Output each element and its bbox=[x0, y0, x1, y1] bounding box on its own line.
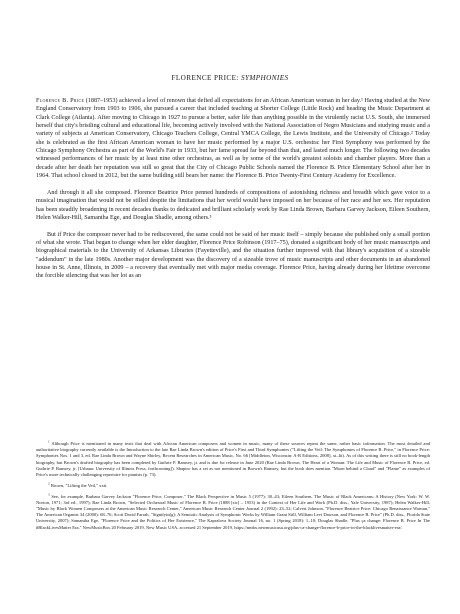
body-text bbox=[36, 97, 430, 281]
running-head-title: SYMPHONIES bbox=[240, 74, 289, 82]
footnote bbox=[36, 441, 430, 478]
running-head bbox=[0, 74, 460, 82]
footnote-number: 1 bbox=[48, 439, 50, 444]
footnote-link[interactable]: https://nmbx.newmusicusa.org/plus-ca-change-florence-b-price-in-the-blacklivesmatter-era/. bbox=[234, 524, 403, 530]
paragraph-text: (1887–1953) achieved a level of renown that defied all expectations for an African American woman in her day.¹ Having studied at the New England Conservatory from 1903 to 1906, she pursued a career that included teaching at Shorter College (Little Rock) and heading the Music Department at Clark College (Atlanta). After moving to Chicago in 1927 to pursue a better, safer life than anything possible in the virulently racist U.S. South, she immersed herself that city's bristling cultural and educational life, becoming actively involved with the National Association of Negro Musicians and studying music and a variety of subjects at American Conservatory, Chicago Teachers College, Central YMCA College, the Lewis Institute, and the University of Chicago.² Today she is celebrated as the first African American woman to have her music performed by a major U.S. orchestra: her First Symphony was performed by the Chicago Symphony Orchestra as part of the World's Fair in 1933, but her fame spread far beyond than that, and lasted much longer. The following two decades witnessed performances of her music by at least nine other orchestras, as well as by some of the world's greatest soloists and chamber players. More than a decade after her death her reputation was still so great that the City of Chicago Public Schools named the Florence B. Price Elementary School after her in 1964. That school closed in 2012, but the same building still bears her name: the Florence B. Price Twenty-First Century Academy for Excellence. bbox=[36, 98, 431, 180]
footnotes bbox=[36, 441, 430, 531]
footnote-number: 3 bbox=[48, 492, 50, 497]
footnote-text: Although Price is mentioned in many texts that deal with African American composers and women in music, many of these sources repeat the same, rather basic information. The most detailed and authoritative biography currently available is the Introduction to the late Rae Linda Brown's edition of Price's First and Third Symphonies ("Lifting the Veil: The Symphonies of Florence B. Price," in Florence Price: Symphonies Nos. 1 and 3, ed. Rae Linda Brown and Wayne Shirley, Recent Researches in American Music, No. 66 [Middleton, Wisconsin: A-R Editions, 2008], xi–lii). As of this writing there is still no book-length biography, but Brown's drafted biography has been completed by Guthrie P. Ramsey, jr. and is due for release in June 2020 (Rae Linda Brown, The Heart of a Woman: The Life and Music of Florence B. Price, ed. Guthrie P. Ramsey, jr. [Urbana: University of Illinois Press, forthcoming]). Shapiro has a set as not mentioned in Brown's Ramsey, but the book does mention "Moon behind a Cloud" and "Flame" as examples of Price's more technically challenging repertoire for pianists (p. 73). bbox=[36, 441, 430, 478]
paragraph bbox=[36, 97, 430, 180]
running-head-author: FLORENCE PRICE: bbox=[171, 74, 239, 82]
footnote bbox=[36, 494, 430, 531]
paragraph-text: And through it all she composed. Florence Beatrice Price penned hundreds of compositions of astonishing richness and breadth which gave voice to a musical imagination that would not be stilled despite the limitations that her world would have imposed on her because of her race and her sex. Her reputation has been steadily broadening in recent decades thanks to dedicated and brilliant scholarly work by Rae Linda Brown, Barbara Garvey Jackson, Eileen Southern, Helen Walker-Hill, Samantha Ege, and Douglas Shadle, among others.³ bbox=[36, 189, 430, 221]
footnote-number: 2 bbox=[48, 481, 50, 486]
paragraph-lead: Florence B. Price bbox=[36, 98, 85, 104]
footnote bbox=[36, 483, 430, 489]
footnote-text: See, for example, Barbara Garvey Jackson "Florence Price, Composer," The Black Perspective in Music 5 (1977): 30–43; Eileen Southern, The Music of Black Americans: A History (New York: W. W. Norton, 1971; 3rd ed., 1997); Rae Linda Brown, "Selected Orchestral Music of Florence B. Price (1888 [sic] – 1953) in the Context of Her Life and Work (Ph.D. diss., Yale University, 1987); Helen Walker-Hill, "Music by Black Women Composers at the American Music Research Center," American Music Research Center Journal 2 (1992): 23–52; Calvert Johnson, "Florence Beatrice Price: Chicago Renaissance Woman," The American Organist 34 (2000): 68–76; Scott David Farrah, "Signifyin(g): A Semiotic Analysis of Symphonic Works by William Grant Still, William Levi Dawson, and Florence B. Price" (Ph.D. diss., Florida State University, 2007); Samantha Ege, "Florence Price and the Politics of Her Existence," The Kapralova Society Journal 16, no. 1 (Spring 2018): 1–10; Douglas Shadle, "Plus ça change: Florence B. Price In The #BlackLivesMatter Era," NewMusicBox 20 February 2019, New Music USA, accessed 21 September 2019, bbox=[36, 493, 430, 530]
paragraph bbox=[36, 231, 430, 281]
paragraph bbox=[36, 189, 430, 222]
footnote-text: Brown, "Lifting the Veil," xxii. bbox=[50, 482, 108, 488]
paragraph-text: But if Price the composer never had to be rediscovered, the same could not be said of her music itself – simply because she published only a small portion of what she wrote. That began to change when her elder daughter, Florence Price Robinson (1917–75), donated a significant body of her music manuscripts and biographical materials to the University of Arkansas Libraries (Fayetteville), and the situation further improved with that library's acquisition of a sizeable "addendum" in the late 1980s. Another major development was the discovery of a sizeable trove of music manuscripts and other documents in an abandoned house in St. Anne, Illinois, in 2009 – a recovery that eventually met with major media coverage. Florence Price, having already during her lifetime overcome the forcible silencing that was her lot as an bbox=[36, 231, 430, 280]
